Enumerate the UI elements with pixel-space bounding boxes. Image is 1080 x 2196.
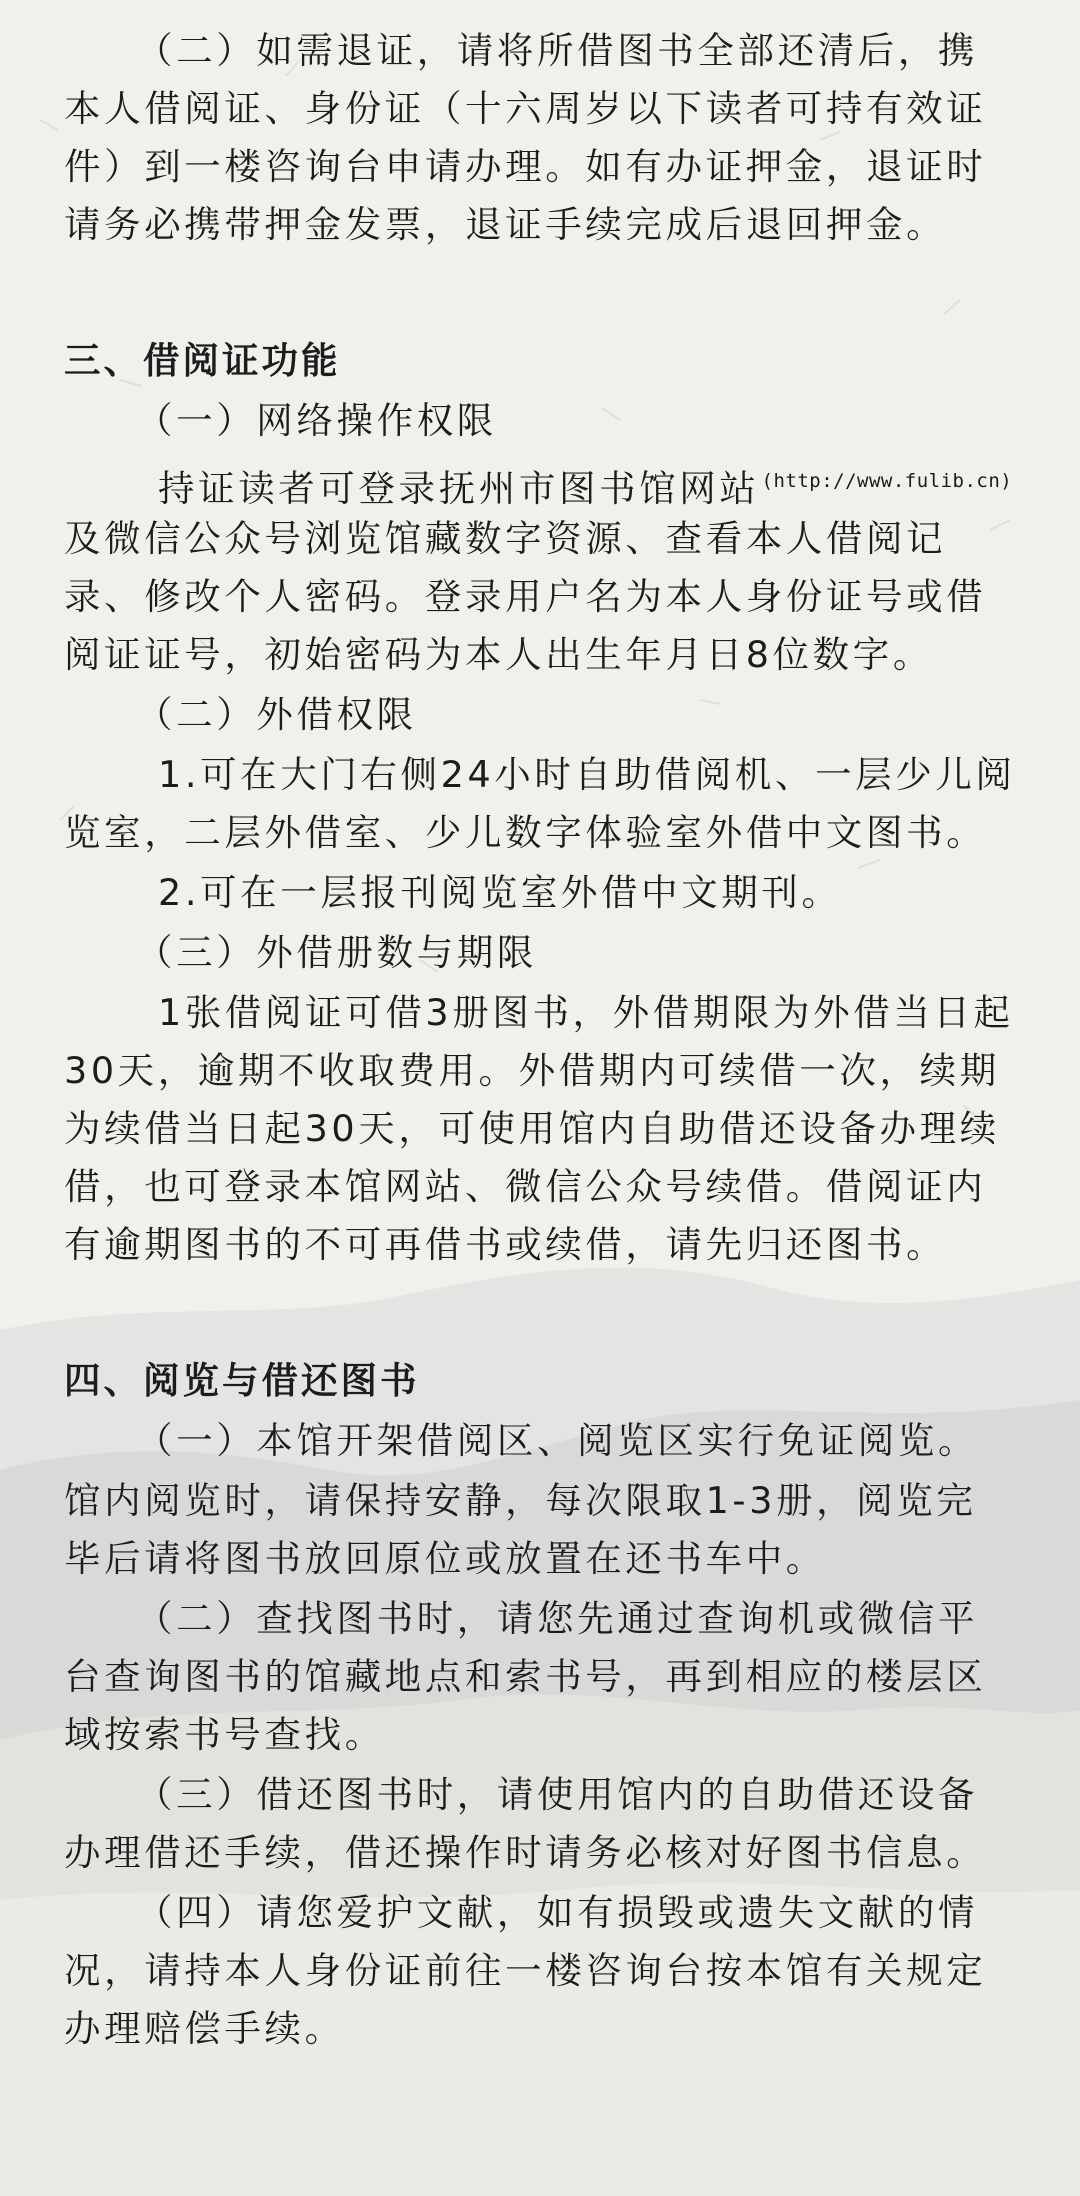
section4-line-11: 办理赔偿手续。 [64,2007,345,2050]
section3-sub2-line-3: 2.可在一层报刊阅览室外借中文期刊。 [158,871,842,914]
section3-sub2-line-1: 1.可在大门右侧24小时自助借阅机、一层少儿阅 [158,753,1016,796]
section4-line-9: （四）请您爱护文献，如有损毁或遗失文献的情 [136,1891,979,1934]
section4-line-3: 毕后请将图书放回原位或放置在还书车中。 [64,1537,826,1580]
section3-sub3-line-3: 为续借当日起30天，可使用馆内自助借还设备办理续 [64,1107,1000,1150]
library-website-url: (http://www.fulib.cn) [761,470,1013,492]
return-card-line-3: 件）到一楼咨询台申请办理。如有办证押金，退证时 [64,145,987,188]
section3-sub2-line-2: 览室，二层外借室、少儿数字体验室外借中文图书。 [64,811,987,854]
section4-line-4: （二）查找图书时，请您先通过查询机或微信平 [136,1597,979,1640]
section3-sub3-line-4: 借，也可登录本馆网站、微信公众号续借。借阅证内 [64,1165,987,1208]
section3-sub3-line-5: 有逾期图书的不可再借书或续借，请先归还图书。 [64,1223,947,1266]
section3-sub1-line-1 [158,452,1012,510]
section4-line-5: 台查询图书的馆藏地点和索书号，再到相应的楼层区 [64,1655,987,1698]
section4-line-8: 办理借还手续，借还操作时请务必核对好图书信息。 [64,1831,987,1874]
section4-line-1: （一）本馆开架借阅区、阅览区实行免证阅览。 [136,1419,979,1462]
return-card-line-1: （二）如需退证，请将所借图书全部还清后，携 [136,29,979,72]
section3-sub1-line-4: 阅证证号，初始密码为本人出生年月日8位数字。 [64,633,933,676]
section3-sub3-line-2: 30天，逾期不收取费用。外借期内可续借一次，续期 [64,1049,1000,1092]
return-card-line-2: 本人借阅证、身份证（十六周岁以下读者可持有效证 [64,87,987,130]
section4-heading: 四、阅览与借还图书 [64,1359,420,1402]
section3-sub2-title: （二）外借权限 [136,693,417,736]
section3-sub3-line-1: 1张借阅证可借3册图书，外借期限为外借当日起 [158,991,1014,1034]
section3-heading: 三、借阅证功能 [64,339,341,382]
section3-sub1-line-1-text: 持证读者可登录抚州市图书馆网站 [158,467,760,510]
section4-line-6: 域按索书号查找。 [64,1713,385,1756]
section3-sub1-title: （一）网络操作权限 [136,399,497,442]
return-card-line-4: 请务必携带押金发票，退证手续完成后退回押金。 [64,203,947,246]
section4-line-10: 况，请持本人身份证前往一楼咨询台按本馆有关规定 [64,1949,987,1992]
section3-sub1-line-3: 录、修改个人密码。登录用户名为本人身份证号或借 [64,575,987,618]
section3-sub1-line-2: 及微信公众号浏览馆藏数字资源、查看本人借阅记 [64,517,947,560]
section3-sub3-title: （三）外借册数与期限 [136,931,537,974]
section4-line-2: 馆内阅览时，请保持安静，每次限取1-3册，阅览完 [64,1479,977,1522]
section4-line-7: （三）借还图书时，请使用馆内的自助借还设备 [136,1773,979,1816]
